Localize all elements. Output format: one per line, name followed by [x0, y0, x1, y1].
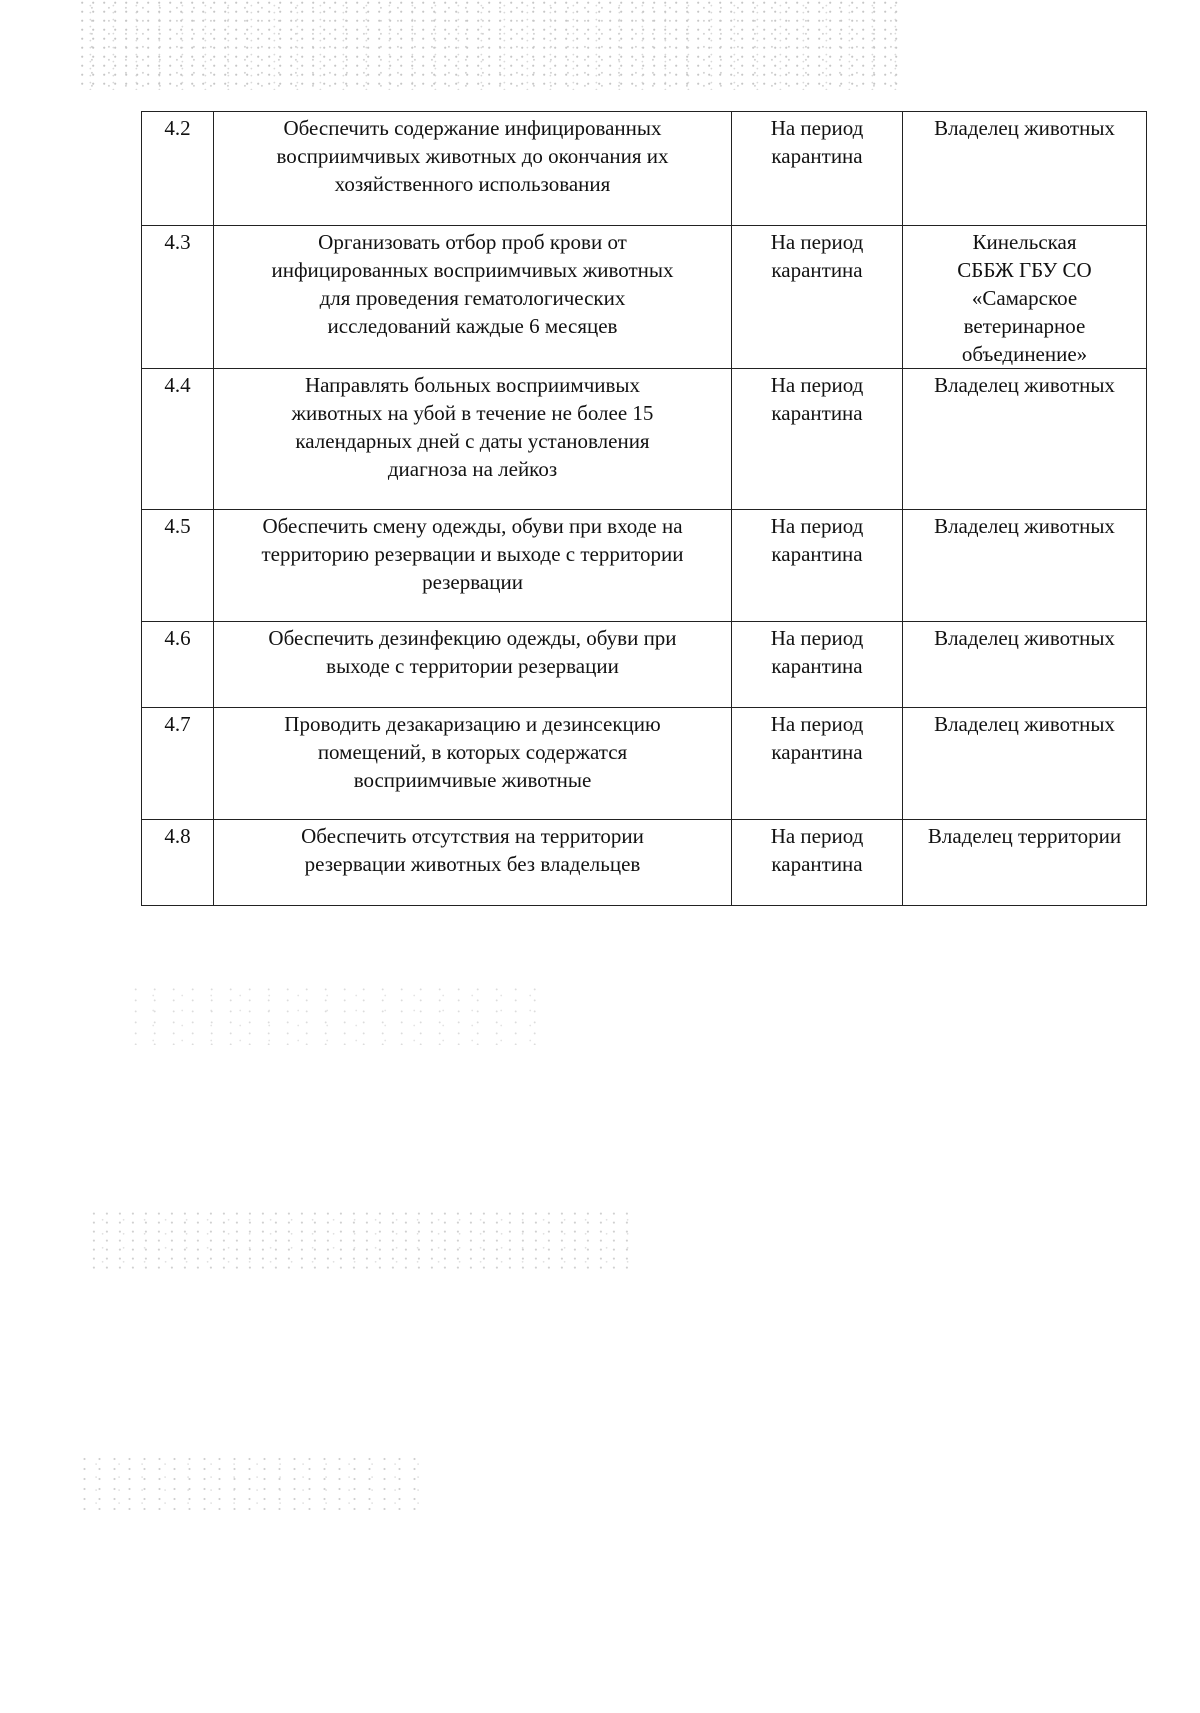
row-number: 4.5: [142, 510, 214, 622]
row-number: 4.4: [142, 369, 214, 510]
term-cell: На период карантина: [732, 369, 903, 510]
responsible-cell: Владелец животных: [903, 369, 1147, 510]
table-row: [142, 820, 1147, 906]
responsible-cell: Владелец территории: [903, 820, 1147, 906]
term-cell: На период карантина: [732, 510, 903, 622]
term-cell: На период карантина: [732, 112, 903, 226]
responsible-cell: Владелец животных: [903, 622, 1147, 708]
responsible-cell: Кинельская СББЖ ГБУ СО «Самарское ветеринарное объединение»: [903, 226, 1147, 369]
scan-noise-middle-lower: [90, 1210, 630, 1270]
term-cell: На период карантина: [732, 820, 903, 906]
responsible-cell: Владелец животных: [903, 112, 1147, 226]
responsible-cell: Владелец животных: [903, 708, 1147, 820]
term-cell: На период карантина: [732, 622, 903, 708]
action-cell: Направлять больных восприимчивых животных на убой в течение не более 15 календарных дней с даты установления диагноза на лейкоз: [214, 369, 732, 510]
row-number: 4.3: [142, 226, 214, 369]
action-cell: Обеспечить отсутствия на территории резервации животных без владельцев: [214, 820, 732, 906]
scan-noise-bottom: [80, 1455, 420, 1510]
scan-noise-top: [80, 0, 900, 90]
row-number: 4.7: [142, 708, 214, 820]
action-cell: Обеспечить содержание инфицированных восприимчивых животных до окончания их хозяйственного использования: [214, 112, 732, 226]
term-cell: На период карантина: [732, 708, 903, 820]
responsible-cell: Владелец животных: [903, 510, 1147, 622]
table-row: [142, 510, 1147, 622]
action-cell: Обеспечить смену одежды, обуви при входе на территорию резервации и выходе с территории резервации: [214, 510, 732, 622]
table-row: [142, 622, 1147, 708]
row-number: 4.2: [142, 112, 214, 226]
action-cell: Обеспечить дезинфекцию одежды, обуви при выходе с территории резервации: [214, 622, 732, 708]
table-row: [142, 226, 1147, 369]
row-number: 4.6: [142, 622, 214, 708]
action-cell: Организовать отбор проб крови от инфицированных восприимчивых животных для проведения гематологических исследований каждые 6 месяцев: [214, 226, 732, 369]
table-row: [142, 112, 1147, 226]
term-cell: На период карантина: [732, 226, 903, 369]
measures-table: [141, 111, 1147, 906]
action-cell: Проводить дезакаризацию и дезинсекцию помещений, в которых содержатся восприимчивые животные: [214, 708, 732, 820]
scan-noise-middle: [130, 985, 550, 1045]
table-row: [142, 369, 1147, 510]
row-number: 4.8: [142, 820, 214, 906]
table-row: [142, 708, 1147, 820]
